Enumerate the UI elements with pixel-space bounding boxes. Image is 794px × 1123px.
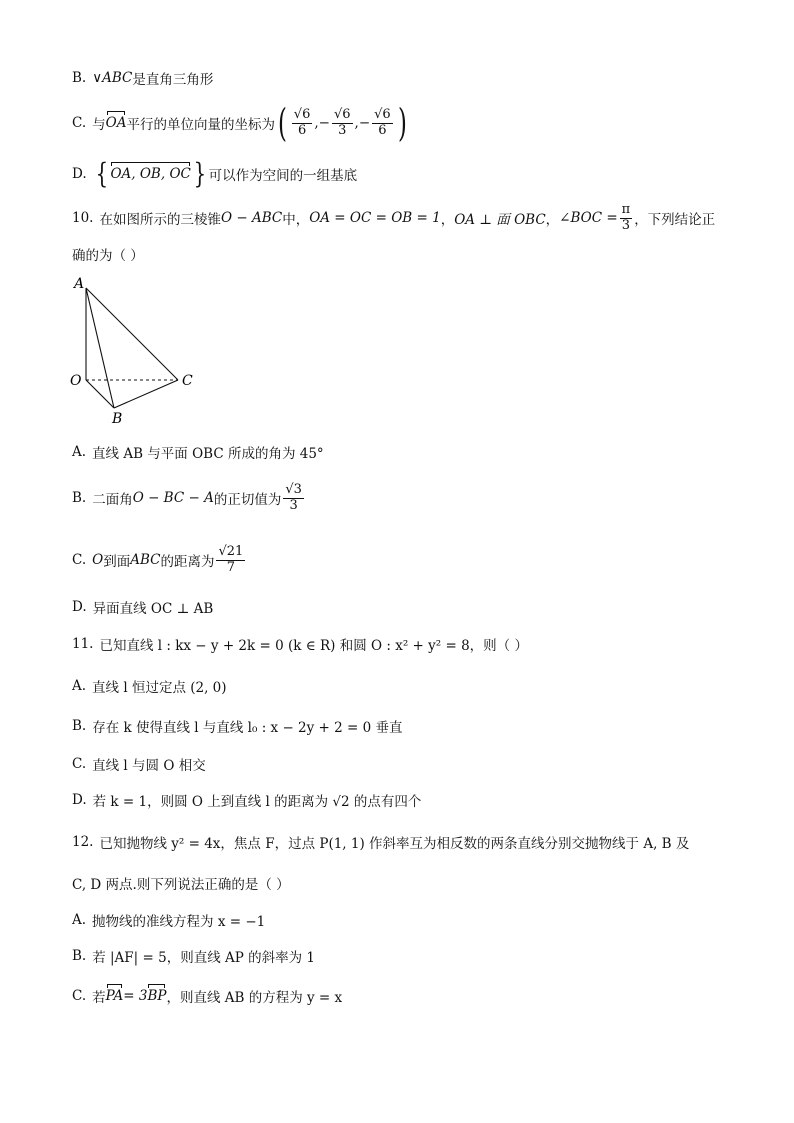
q10-option-c xyxy=(72,540,247,580)
option-label: A. xyxy=(72,678,87,694)
question-number: 11. xyxy=(72,636,94,652)
fraction-num: √21 xyxy=(218,543,244,559)
q11-option-b xyxy=(72,716,403,736)
pi-fraction xyxy=(620,203,633,234)
option-text: 存在 k 使得直线 l 与直线 l₀ : x − 2y + 2 = 0 垂直 xyxy=(92,720,403,736)
option-text: 直线 l 与圆 O 相交 xyxy=(92,758,206,774)
right-paren-icon: ) xyxy=(397,101,407,145)
fraction-num: √3 xyxy=(285,481,302,497)
vector-oa: OA xyxy=(105,115,127,131)
q10-stem-cont xyxy=(72,244,144,264)
q12-option-a xyxy=(72,910,265,930)
fraction-1 xyxy=(292,108,313,139)
question-number: 10. xyxy=(72,210,94,226)
stem-text: 确的为（ ） xyxy=(72,248,144,264)
q10-option-b xyxy=(72,478,306,518)
fraction-num: √6 xyxy=(374,106,391,122)
triangle-expr: ∨ABC xyxy=(92,70,133,86)
vertex-o-label: O xyxy=(70,373,82,389)
option-label: A. xyxy=(72,444,87,460)
point-o: O xyxy=(92,552,104,568)
option-text: 抛物线的准线方程为 x = −1 xyxy=(92,914,266,930)
q11-stem xyxy=(72,634,528,654)
q12-stem xyxy=(72,832,689,852)
q9-option-d xyxy=(72,157,358,190)
q12-option-b xyxy=(72,946,315,966)
condition-2: OA ⊥ 面 OBC xyxy=(454,212,546,228)
q10-option-a xyxy=(72,442,324,462)
left-paren-icon: ( xyxy=(277,101,287,145)
option-text: 可以作为空间的一组基底 xyxy=(208,168,358,184)
option-label: C. xyxy=(72,756,87,772)
option-label: B. xyxy=(72,70,87,86)
tangent-fraction xyxy=(283,483,304,514)
option-prefix: 若 xyxy=(92,990,106,1006)
option-label: A. xyxy=(72,912,87,928)
q11-option-c xyxy=(72,754,206,774)
option-text: 直线 AB 与平面 OBC 所成的角为 45° xyxy=(92,446,324,462)
option-label: D. xyxy=(72,599,87,615)
fraction-num: √6 xyxy=(333,106,351,122)
option-label: B. xyxy=(72,948,87,964)
option-text: 若 k = 1，则圆 O 上到直线 l 的距离为 √2 的点有四个 xyxy=(92,794,422,810)
option-text: 到面 xyxy=(103,554,131,570)
option-label: C. xyxy=(72,115,87,131)
vector-bp: BP xyxy=(147,988,167,1004)
vertex-b-label: B xyxy=(112,411,123,427)
q9-option-c: C. 与 OA 平行的单位向量的坐标为 ( $\frac{√6}{6}$ ,− $\frac{√6}{3}$ ,− $\frac{√6}{6}$ ) xyxy=(72,101,407,145)
stem-text: 中， xyxy=(282,212,310,228)
pyramid-expr: O − ABC xyxy=(220,210,283,226)
q12-stem-cont xyxy=(72,873,290,893)
fraction-den: 3 xyxy=(621,217,631,233)
option-text: 是直角三角形 xyxy=(132,72,214,88)
option-text: ，则直线 AB 的方程为 y = x xyxy=(166,990,343,1006)
q12-option-c xyxy=(72,986,342,1006)
distance-fraction xyxy=(216,545,245,576)
option-label: B. xyxy=(72,490,87,506)
option-prefix: 与 xyxy=(92,117,106,133)
fraction-2 xyxy=(332,108,353,139)
stem-text: ， xyxy=(545,212,560,228)
option-label: D. xyxy=(72,166,87,182)
stem-text: 已知直线 l : kx − y + 2k = 0 (k ∈ R) 和圆 O : x² + y² = 8，则（ ） xyxy=(99,638,528,654)
option-label: B. xyxy=(72,718,87,734)
fraction-den: 3 xyxy=(338,122,347,138)
q11-option-a xyxy=(72,676,227,696)
option-text: 的正切值为 xyxy=(213,492,282,508)
option-label: D. xyxy=(72,792,87,808)
pyramid-figure xyxy=(68,274,208,429)
dihedral-angle: O − BC − A xyxy=(132,490,214,506)
vertex-c-label: C xyxy=(182,373,193,389)
fraction-3 xyxy=(372,108,393,139)
condition-1: OA = OC = OB = 1 xyxy=(309,210,441,226)
fraction-den: 7 xyxy=(226,559,236,575)
stem-text: ，下列结论正 xyxy=(634,212,716,228)
option-text: 二面角 xyxy=(92,492,133,508)
q11-option-d xyxy=(72,790,421,810)
stem-text: 在如图所示的三棱锥 xyxy=(99,212,221,228)
q10-option-d xyxy=(72,597,213,617)
condition-3: ∠BOC = xyxy=(559,210,618,226)
plane-abc: ABC xyxy=(130,552,161,568)
q9-option-b xyxy=(72,68,213,88)
fraction-num: √6 xyxy=(293,106,311,122)
question-number: 12. xyxy=(72,834,94,850)
stem-text: C, D 两点.则下列说法正确的是（ ） xyxy=(72,877,290,893)
stem-text: 已知抛物线 y² = 4x，焦点 F，过点 P(1, 1) 作斜率互为相反数的两条直线分别交抛物线于 A, B 及 xyxy=(99,836,690,852)
vector-pa: PA xyxy=(105,988,124,1004)
option-text: 直线 l 恒过定点 (2, 0) xyxy=(92,680,227,696)
vector-set: OA, OB, OC xyxy=(110,166,191,182)
equals-three: = 3 xyxy=(123,988,148,1004)
option-text: 若 |AF| = 5，则直线 AP 的斜率为 1 xyxy=(92,950,316,966)
option-text: 异面直线 OC ⊥ AB xyxy=(92,601,214,617)
right-brace-icon: } xyxy=(193,157,206,190)
fraction-num: π xyxy=(621,201,631,217)
vertex-a-label: A xyxy=(74,276,85,292)
option-label: C. xyxy=(72,552,87,568)
stem-text: ， xyxy=(440,212,455,228)
option-label: C. xyxy=(72,988,87,1004)
option-text: 平行的单位向量的坐标为 xyxy=(126,117,275,133)
left-brace-icon: { xyxy=(95,157,108,190)
option-text: 的距离为 xyxy=(160,554,215,570)
q10-stem xyxy=(72,198,715,238)
fraction-den: 6 xyxy=(378,122,387,138)
fraction-den: 6 xyxy=(297,122,307,138)
fraction-den: 3 xyxy=(289,497,298,513)
